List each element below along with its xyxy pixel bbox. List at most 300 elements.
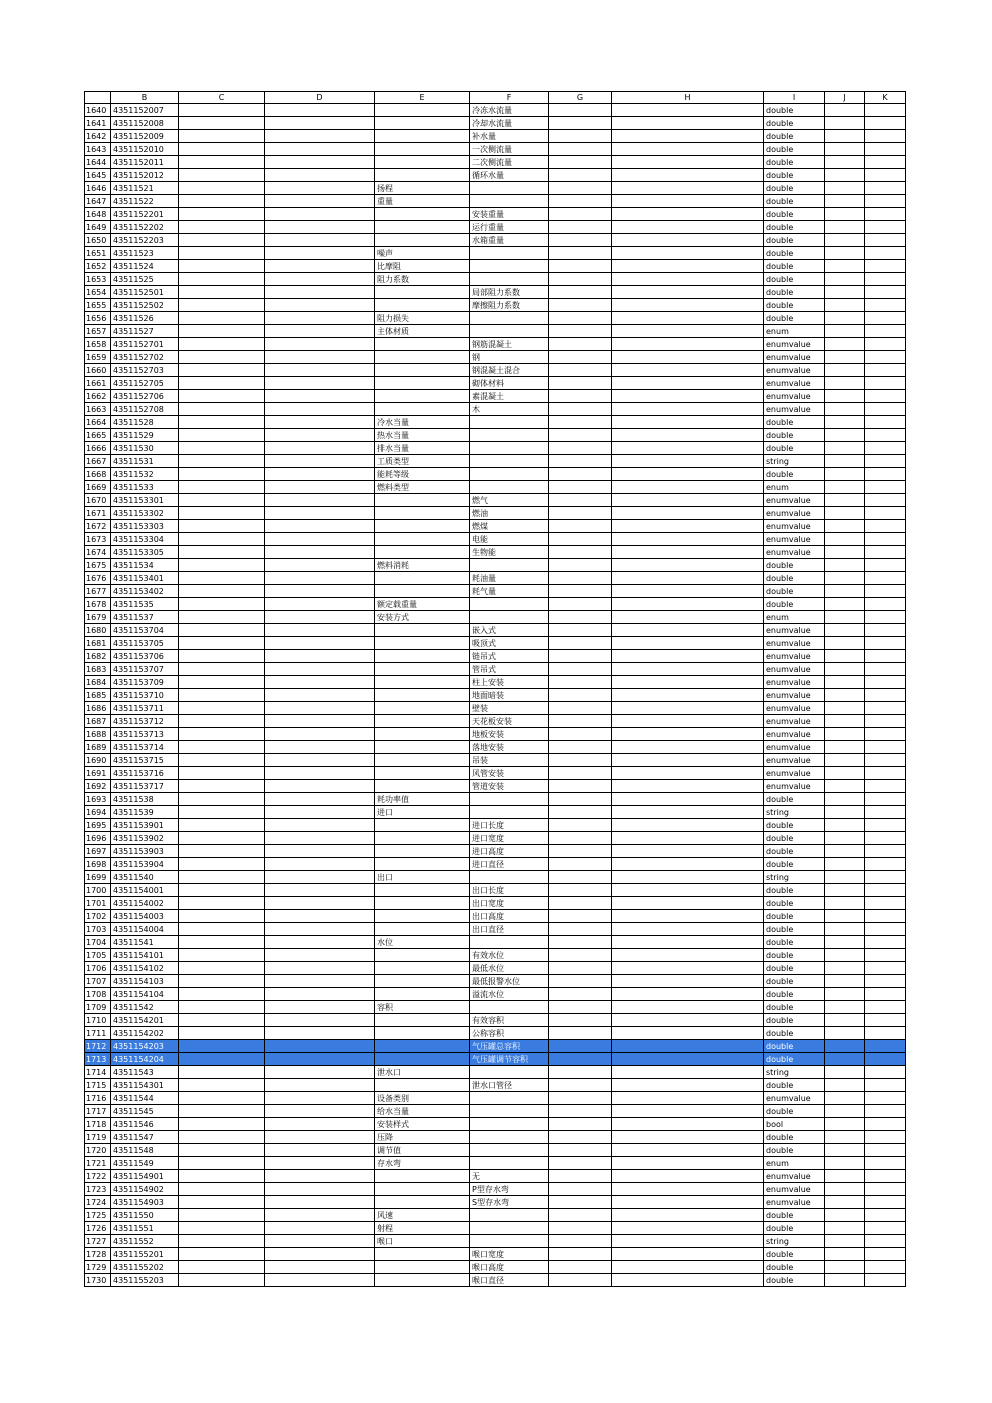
cell-c[interactable]	[179, 208, 265, 221]
cell-i[interactable]: double	[764, 923, 825, 936]
cell-c[interactable]	[179, 312, 265, 325]
cell-j[interactable]	[825, 1001, 865, 1014]
cell-h[interactable]	[612, 1209, 764, 1222]
cell-c[interactable]	[179, 1209, 265, 1222]
cell-d[interactable]	[265, 351, 375, 364]
table-row[interactable]	[85, 1105, 906, 1118]
cell-e[interactable]	[375, 286, 470, 299]
cell-k[interactable]	[865, 1235, 906, 1248]
table-row[interactable]	[85, 1144, 906, 1157]
cell-j[interactable]	[825, 546, 865, 559]
cell-j[interactable]	[825, 221, 865, 234]
cell-g[interactable]	[549, 1027, 612, 1040]
cell-d[interactable]	[265, 455, 375, 468]
table-row[interactable]	[85, 351, 906, 364]
cell-g[interactable]	[549, 208, 612, 221]
cell-h[interactable]	[612, 1066, 764, 1079]
cell-j[interactable]	[825, 117, 865, 130]
cell-c[interactable]	[179, 195, 265, 208]
cell-i[interactable]: double	[764, 1079, 825, 1092]
cell-g[interactable]	[549, 1040, 612, 1053]
cell-d[interactable]	[265, 208, 375, 221]
cell-g[interactable]	[549, 663, 612, 676]
cell-d[interactable]	[265, 182, 375, 195]
cell-i[interactable]: enumvalue	[764, 689, 825, 702]
cell-h[interactable]	[612, 221, 764, 234]
cell-c[interactable]	[179, 455, 265, 468]
row-number[interactable]: 1660	[85, 364, 111, 377]
cell-g[interactable]	[549, 884, 612, 897]
cell-c[interactable]	[179, 663, 265, 676]
cell-h[interactable]	[612, 910, 764, 923]
cell-h[interactable]	[612, 637, 764, 650]
cell-g[interactable]	[549, 182, 612, 195]
cell-c[interactable]	[179, 364, 265, 377]
cell-c[interactable]	[179, 403, 265, 416]
cell-k[interactable]	[865, 676, 906, 689]
cell-h[interactable]	[612, 689, 764, 702]
cell-g[interactable]	[549, 416, 612, 429]
cell-e[interactable]	[375, 663, 470, 676]
cell-b[interactable]: 43511547	[111, 1131, 179, 1144]
cell-i[interactable]: enumvalue	[764, 390, 825, 403]
cell-e[interactable]	[375, 234, 470, 247]
cell-d[interactable]	[265, 559, 375, 572]
cell-i[interactable]: double	[764, 117, 825, 130]
cell-g[interactable]	[549, 767, 612, 780]
cell-h[interactable]	[612, 416, 764, 429]
cell-f[interactable]: 局部阻力系数	[470, 286, 549, 299]
cell-h[interactable]	[612, 507, 764, 520]
cell-f[interactable]: 水箱重量	[470, 234, 549, 247]
cell-d[interactable]	[265, 819, 375, 832]
cell-b[interactable]: 43511524	[111, 260, 179, 273]
cell-g[interactable]	[549, 481, 612, 494]
cell-f[interactable]: 钢筋混凝土	[470, 338, 549, 351]
cell-f[interactable]	[470, 1222, 549, 1235]
cell-f[interactable]: 砌体材料	[470, 377, 549, 390]
column-header-b[interactable]: B	[111, 92, 179, 104]
cell-e[interactable]: 热水当量	[375, 429, 470, 442]
cell-d[interactable]	[265, 403, 375, 416]
cell-d[interactable]	[265, 312, 375, 325]
cell-k[interactable]	[865, 1261, 906, 1274]
cell-b[interactable]: 43511546	[111, 1118, 179, 1131]
table-row[interactable]	[85, 728, 906, 741]
cell-k[interactable]	[865, 312, 906, 325]
cell-f[interactable]	[470, 273, 549, 286]
cell-g[interactable]	[549, 1066, 612, 1079]
cell-d[interactable]	[265, 962, 375, 975]
row-number[interactable]: 1712	[85, 1040, 111, 1053]
cell-j[interactable]	[825, 1027, 865, 1040]
cell-j[interactable]	[825, 377, 865, 390]
cell-e[interactable]: 工质类型	[375, 455, 470, 468]
cell-h[interactable]	[612, 598, 764, 611]
cell-j[interactable]	[825, 1105, 865, 1118]
row-number[interactable]: 1716	[85, 1092, 111, 1105]
row-number[interactable]: 1645	[85, 169, 111, 182]
cell-g[interactable]	[549, 429, 612, 442]
cell-h[interactable]	[612, 468, 764, 481]
cell-d[interactable]	[265, 572, 375, 585]
table-row[interactable]	[85, 1040, 906, 1053]
cell-h[interactable]	[612, 702, 764, 715]
cell-f[interactable]: 链吊式	[470, 650, 549, 663]
row-number[interactable]: 1719	[85, 1131, 111, 1144]
cell-b[interactable]: 4351152702	[111, 351, 179, 364]
cell-e[interactable]	[375, 988, 470, 1001]
cell-c[interactable]	[179, 1222, 265, 1235]
cell-k[interactable]	[865, 507, 906, 520]
cell-b[interactable]: 43511544	[111, 1092, 179, 1105]
cell-j[interactable]	[825, 312, 865, 325]
cell-j[interactable]	[825, 962, 865, 975]
cell-f[interactable]: 有效水位	[470, 949, 549, 962]
row-number[interactable]: 1711	[85, 1027, 111, 1040]
cell-g[interactable]	[549, 819, 612, 832]
cell-j[interactable]	[825, 988, 865, 1001]
cell-c[interactable]	[179, 1118, 265, 1131]
cell-j[interactable]	[825, 1053, 865, 1066]
cell-d[interactable]	[265, 429, 375, 442]
cell-b[interactable]: 4351154901	[111, 1170, 179, 1183]
cell-b[interactable]: 4351154003	[111, 910, 179, 923]
cell-h[interactable]	[612, 611, 764, 624]
cell-c[interactable]	[179, 182, 265, 195]
cell-j[interactable]	[825, 286, 865, 299]
cell-k[interactable]	[865, 988, 906, 1001]
cell-j[interactable]	[825, 156, 865, 169]
row-number[interactable]: 1666	[85, 442, 111, 455]
row-number[interactable]: 1675	[85, 559, 111, 572]
cell-d[interactable]	[265, 195, 375, 208]
cell-f[interactable]	[470, 195, 549, 208]
row-number[interactable]: 1709	[85, 1001, 111, 1014]
cell-h[interactable]	[612, 1131, 764, 1144]
cell-k[interactable]	[865, 637, 906, 650]
cell-c[interactable]	[179, 546, 265, 559]
cell-f[interactable]: 落地安装	[470, 741, 549, 754]
cell-i[interactable]: double	[764, 156, 825, 169]
cell-e[interactable]: 燃料消耗	[375, 559, 470, 572]
cell-i[interactable]: double	[764, 936, 825, 949]
cell-c[interactable]	[179, 767, 265, 780]
cell-i[interactable]: double	[764, 442, 825, 455]
cell-i[interactable]: double	[764, 182, 825, 195]
cell-c[interactable]	[179, 845, 265, 858]
cell-i[interactable]: double	[764, 221, 825, 234]
cell-d[interactable]	[265, 884, 375, 897]
cell-f[interactable]	[470, 598, 549, 611]
cell-g[interactable]	[549, 949, 612, 962]
cell-i[interactable]: enumvalue	[764, 338, 825, 351]
cell-d[interactable]	[265, 1170, 375, 1183]
cell-h[interactable]	[612, 156, 764, 169]
table-row[interactable]	[85, 806, 906, 819]
cell-d[interactable]	[265, 1027, 375, 1040]
cell-h[interactable]	[612, 962, 764, 975]
table-row[interactable]	[85, 650, 906, 663]
cell-g[interactable]	[549, 143, 612, 156]
cell-d[interactable]	[265, 1222, 375, 1235]
row-number[interactable]: 1667	[85, 455, 111, 468]
cell-i[interactable]: enumvalue	[764, 520, 825, 533]
table-row[interactable]	[85, 754, 906, 767]
cell-k[interactable]	[865, 403, 906, 416]
cell-k[interactable]	[865, 325, 906, 338]
cell-b[interactable]: 4351152010	[111, 143, 179, 156]
cell-g[interactable]	[549, 715, 612, 728]
cell-h[interactable]	[612, 845, 764, 858]
cell-j[interactable]	[825, 208, 865, 221]
cell-k[interactable]	[865, 585, 906, 598]
cell-j[interactable]	[825, 598, 865, 611]
cell-e[interactable]	[375, 143, 470, 156]
cell-d[interactable]	[265, 1261, 375, 1274]
cell-f[interactable]: 喉口直径	[470, 1274, 549, 1287]
cell-c[interactable]	[179, 416, 265, 429]
row-number[interactable]: 1640	[85, 104, 111, 117]
cell-b[interactable]: 43511532	[111, 468, 179, 481]
cell-k[interactable]	[865, 338, 906, 351]
cell-f[interactable]	[470, 429, 549, 442]
cell-c[interactable]	[179, 325, 265, 338]
cell-e[interactable]	[375, 338, 470, 351]
table-row[interactable]	[85, 1092, 906, 1105]
cell-j[interactable]	[825, 1170, 865, 1183]
cell-b[interactable]: 4351152009	[111, 130, 179, 143]
row-number[interactable]: 1725	[85, 1209, 111, 1222]
cell-e[interactable]	[375, 1248, 470, 1261]
cell-d[interactable]	[265, 104, 375, 117]
cell-g[interactable]	[549, 793, 612, 806]
cell-b[interactable]: 4351153711	[111, 702, 179, 715]
cell-i[interactable]: double	[764, 1144, 825, 1157]
cell-d[interactable]	[265, 728, 375, 741]
cell-g[interactable]	[549, 780, 612, 793]
cell-b[interactable]: 43511552	[111, 1235, 179, 1248]
cell-e[interactable]: 阻力系数	[375, 273, 470, 286]
cell-g[interactable]	[549, 728, 612, 741]
cell-k[interactable]	[865, 572, 906, 585]
cell-j[interactable]	[825, 130, 865, 143]
cell-g[interactable]	[549, 624, 612, 637]
column-header-j[interactable]: J	[825, 92, 865, 104]
column-header-d[interactable]: D	[265, 92, 375, 104]
cell-i[interactable]: double	[764, 273, 825, 286]
cell-i[interactable]: enum	[764, 325, 825, 338]
cell-i[interactable]: enumvalue	[764, 1183, 825, 1196]
cell-k[interactable]	[865, 455, 906, 468]
cell-f[interactable]	[470, 1209, 549, 1222]
row-number[interactable]: 1648	[85, 208, 111, 221]
cell-e[interactable]: 容积	[375, 1001, 470, 1014]
cell-b[interactable]: 4351154001	[111, 884, 179, 897]
cell-c[interactable]	[179, 273, 265, 286]
cell-e[interactable]	[375, 1027, 470, 1040]
cell-b[interactable]: 4351152708	[111, 403, 179, 416]
column-header-h[interactable]: H	[612, 92, 764, 104]
cell-b[interactable]: 43511540	[111, 871, 179, 884]
row-number[interactable]: 1720	[85, 1144, 111, 1157]
cell-j[interactable]	[825, 481, 865, 494]
cell-g[interactable]	[549, 871, 612, 884]
row-number[interactable]: 1728	[85, 1248, 111, 1261]
cell-h[interactable]	[612, 195, 764, 208]
cell-g[interactable]	[549, 650, 612, 663]
cell-f[interactable]: 补水量	[470, 130, 549, 143]
cell-e[interactable]	[375, 676, 470, 689]
table-row[interactable]	[85, 234, 906, 247]
table-row[interactable]	[85, 715, 906, 728]
cell-c[interactable]	[179, 1014, 265, 1027]
cell-c[interactable]	[179, 507, 265, 520]
cell-f[interactable]: 燃气	[470, 494, 549, 507]
cell-c[interactable]	[179, 676, 265, 689]
cell-i[interactable]: double	[764, 793, 825, 806]
row-number[interactable]: 1669	[85, 481, 111, 494]
cell-e[interactable]	[375, 832, 470, 845]
cell-f[interactable]	[470, 325, 549, 338]
cell-k[interactable]	[865, 1014, 906, 1027]
cell-i[interactable]: enumvalue	[764, 1196, 825, 1209]
table-row[interactable]	[85, 598, 906, 611]
cell-g[interactable]	[549, 689, 612, 702]
cell-c[interactable]	[179, 338, 265, 351]
cell-b[interactable]: 4351153401	[111, 572, 179, 585]
cell-c[interactable]	[179, 481, 265, 494]
cell-b[interactable]: 43511549	[111, 1157, 179, 1170]
cell-i[interactable]: enumvalue	[764, 702, 825, 715]
row-number[interactable]: 1708	[85, 988, 111, 1001]
table-row[interactable]	[85, 507, 906, 520]
cell-i[interactable]: double	[764, 975, 825, 988]
cell-e[interactable]: 存水弯	[375, 1157, 470, 1170]
cell-e[interactable]: 重量	[375, 195, 470, 208]
cell-e[interactable]	[375, 884, 470, 897]
cell-d[interactable]	[265, 637, 375, 650]
cell-h[interactable]	[612, 793, 764, 806]
cell-i[interactable]: enumvalue	[764, 1170, 825, 1183]
row-number[interactable]: 1729	[85, 1261, 111, 1274]
cell-f[interactable]: 进口高度	[470, 845, 549, 858]
cell-i[interactable]: double	[764, 247, 825, 260]
cell-c[interactable]	[179, 832, 265, 845]
cell-k[interactable]	[865, 182, 906, 195]
cell-j[interactable]	[825, 754, 865, 767]
table-row[interactable]	[85, 1274, 906, 1287]
cell-k[interactable]	[865, 299, 906, 312]
cell-e[interactable]: 调节值	[375, 1144, 470, 1157]
cell-b[interactable]: 4351152501	[111, 286, 179, 299]
row-number[interactable]: 1692	[85, 780, 111, 793]
cell-f[interactable]: 燃油	[470, 507, 549, 520]
cell-b[interactable]: 4351153304	[111, 533, 179, 546]
cell-j[interactable]	[825, 104, 865, 117]
row-number[interactable]: 1674	[85, 546, 111, 559]
cell-j[interactable]	[825, 143, 865, 156]
cell-g[interactable]	[549, 988, 612, 1001]
cell-j[interactable]	[825, 247, 865, 260]
cell-j[interactable]	[825, 1066, 865, 1079]
cell-j[interactable]	[825, 1248, 865, 1261]
row-number[interactable]: 1715	[85, 1079, 111, 1092]
cell-g[interactable]	[549, 1170, 612, 1183]
row-number[interactable]: 1723	[85, 1183, 111, 1196]
cell-j[interactable]	[825, 793, 865, 806]
cell-h[interactable]	[612, 936, 764, 949]
cell-g[interactable]	[549, 130, 612, 143]
cell-g[interactable]	[549, 195, 612, 208]
cell-k[interactable]	[865, 1079, 906, 1092]
cell-j[interactable]	[825, 858, 865, 871]
cell-h[interactable]	[612, 1040, 764, 1053]
table-row[interactable]	[85, 871, 906, 884]
cell-e[interactable]: 水位	[375, 936, 470, 949]
cell-f[interactable]	[470, 559, 549, 572]
cell-j[interactable]	[825, 728, 865, 741]
cell-f[interactable]: 气压罐总容积	[470, 1040, 549, 1053]
cell-h[interactable]	[612, 390, 764, 403]
cell-d[interactable]	[265, 897, 375, 910]
cell-h[interactable]	[612, 533, 764, 546]
cell-d[interactable]	[265, 767, 375, 780]
cell-f[interactable]	[470, 1157, 549, 1170]
cell-i[interactable]: string	[764, 806, 825, 819]
cell-i[interactable]: double	[764, 1027, 825, 1040]
cell-b[interactable]: 4351154201	[111, 1014, 179, 1027]
cell-d[interactable]	[265, 598, 375, 611]
cell-k[interactable]	[865, 468, 906, 481]
cell-d[interactable]	[265, 1053, 375, 1066]
cell-k[interactable]	[865, 702, 906, 715]
table-row[interactable]	[85, 429, 906, 442]
cell-k[interactable]	[865, 442, 906, 455]
cell-d[interactable]	[265, 1183, 375, 1196]
cell-h[interactable]	[612, 585, 764, 598]
cell-b[interactable]: 43511531	[111, 455, 179, 468]
table-row[interactable]	[85, 1196, 906, 1209]
cell-f[interactable]	[470, 1131, 549, 1144]
cell-d[interactable]	[265, 1079, 375, 1092]
table-row[interactable]	[85, 884, 906, 897]
row-number[interactable]: 1698	[85, 858, 111, 871]
cell-b[interactable]: 43511526	[111, 312, 179, 325]
table-row[interactable]	[85, 494, 906, 507]
cell-g[interactable]	[549, 1144, 612, 1157]
cell-g[interactable]	[549, 910, 612, 923]
row-number[interactable]: 1663	[85, 403, 111, 416]
cell-g[interactable]	[549, 533, 612, 546]
cell-d[interactable]	[265, 1118, 375, 1131]
cell-b[interactable]: 43511541	[111, 936, 179, 949]
cell-k[interactable]	[865, 429, 906, 442]
cell-b[interactable]: 4351153706	[111, 650, 179, 663]
cell-f[interactable]	[470, 1092, 549, 1105]
cell-d[interactable]	[265, 793, 375, 806]
cell-c[interactable]	[179, 936, 265, 949]
cell-k[interactable]	[865, 832, 906, 845]
cell-d[interactable]	[265, 156, 375, 169]
cell-e[interactable]	[375, 1183, 470, 1196]
cell-i[interactable]: double	[764, 1053, 825, 1066]
cell-b[interactable]: 4351153710	[111, 689, 179, 702]
cell-g[interactable]	[549, 1261, 612, 1274]
cell-j[interactable]	[825, 1014, 865, 1027]
cell-d[interactable]	[265, 260, 375, 273]
cell-j[interactable]	[825, 611, 865, 624]
